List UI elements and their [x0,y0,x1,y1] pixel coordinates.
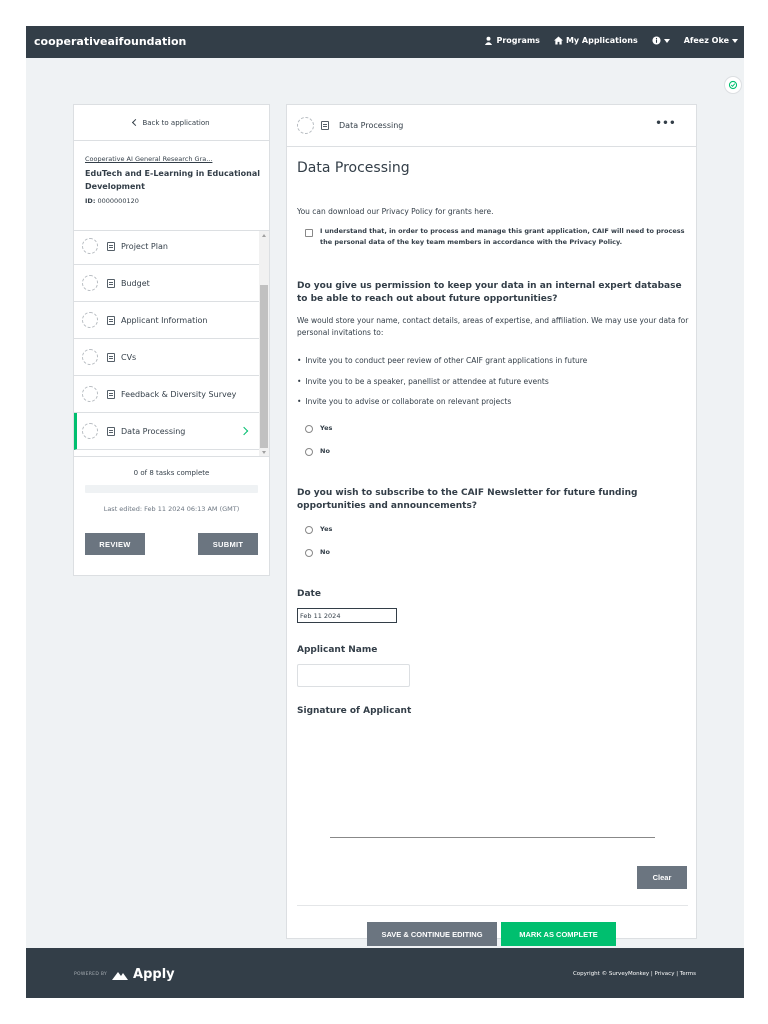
nav-programs-label: Programs [496,36,540,45]
radio-database-yes-label: Yes [320,424,333,432]
progress-text: 0 of 8 tasks complete [133,469,210,477]
radio-database-no-label: No [320,447,330,455]
nav-user-name: Afeez Oke [683,36,729,45]
upload-doc-icon [107,279,115,288]
scrollbar-thumb[interactable] [260,285,268,448]
task-content-panel [286,104,697,939]
task-label: Data Processing [121,426,186,436]
apply-logo-icon [112,969,128,981]
radio-database-no[interactable] [305,448,313,456]
applicant-name-input[interactable] [297,664,410,687]
question-newsletter: Do you wish to subscribe to the CAIF Newsletter for future funding opportunities and announcements? [297,488,638,511]
nav-my-applications[interactable] [554,36,638,45]
task-status-icon [82,349,98,365]
form-doc-icon [107,316,115,325]
application-sidebar [73,104,270,576]
application-info [85,155,261,205]
form-doc-icon [321,121,329,130]
application-id [85,197,261,205]
powered-by-apply[interactable] [74,967,175,982]
task-item-applicant-information[interactable] [74,302,260,339]
task-list [74,230,269,457]
task-label: CVs [121,352,137,362]
task-list-scrollbar[interactable] [259,231,269,457]
programs-icon [484,36,493,45]
save-continue-editing-button[interactable]: SAVE & CONTINUE EDITING [367,922,497,946]
submit-button[interactable]: SUBMIT [198,533,258,555]
nav-items [484,36,738,45]
application-id-label: ID: [85,197,96,205]
chevron-left-icon [132,119,139,126]
clear-signature-button[interactable]: Clear [637,866,687,889]
task-label: Applicant Information [121,315,208,325]
consent-label: I understand that, in order to process and manage this grant application, CAIF will need to process the personal data of the key team members in accordance with the Privacy Policy. [320,227,685,246]
helper-badge-icon[interactable] [724,76,742,94]
task-header [287,105,696,147]
radio-newsletter-no-label: No [320,548,330,556]
applicant-name-label: Applicant Name [297,645,378,655]
task-item-cvs[interactable] [74,339,260,376]
section-title: Data Processing [297,160,410,176]
task-label: Budget [121,278,150,288]
more-options-icon[interactable]: ••• [655,118,676,129]
date-input[interactable] [297,608,397,623]
consent-checkbox[interactable] [305,229,313,237]
privacy-policy-text[interactable]: You can download our Privacy Policy for grants here. [297,207,494,216]
bullet-item: • Invite you to conduct peer review of other CAIF grant applications in future [297,356,587,365]
chevron-down-icon [664,39,670,43]
task-status-icon [82,312,98,328]
footer [26,948,744,998]
signature-line [330,837,655,838]
brand-logo[interactable]: cooperativeaifoundation [34,35,187,48]
task-item-budget[interactable] [74,265,260,302]
application-title: EduTech and E-Learning in Educational Development [85,169,260,191]
signature-label: Signature of Applicant [297,706,412,716]
task-header-title: Data Processing [339,121,404,130]
bullet-item: • Invite you to advise or collaborate on relevant projects [297,397,511,406]
task-status-icon [82,275,98,291]
chevron-down-icon [732,39,738,43]
task-status-icon [82,423,98,439]
back-to-application-link[interactable] [74,105,269,141]
task-label: Feedback & Diversity Survey [121,389,237,399]
task-item-feedback-diversity-survey[interactable] [74,376,260,413]
question-expert-database-description: We would store your name, contact details, areas of expertise, and affiliation. We may use your data for personal invitations to: [297,316,689,337]
nav-my-applications-label: My Applications [565,36,638,45]
divider [297,905,688,906]
bullet-item: • Invite you to be a speaker, panellist or attendee at future events [297,377,549,386]
task-status-icon [82,238,98,254]
nav-user-menu[interactable] [684,36,738,45]
review-button[interactable]: REVIEW [85,533,145,555]
survey-icon [107,390,115,399]
apply-logo-text: Apply [133,967,175,982]
nav-info-menu[interactable] [652,36,670,45]
scroll-up-arrow-icon[interactable] [262,234,266,237]
nav-programs[interactable] [484,36,539,45]
task-label: Project Plan [121,241,168,251]
program-link[interactable]: Cooperative AI General Research Gra... [85,155,213,163]
info-icon [652,36,661,45]
task-status-icon [297,117,314,134]
powered-by-label: POWERED BY [74,972,108,977]
copyright-links[interactable]: Copyright © SurveyMonkey | Privacy | Terms [572,971,696,977]
radio-newsletter-yes[interactable] [305,526,313,534]
application-id-value: 0000000120 [97,197,139,205]
chevron-right-icon [240,427,248,435]
top-navbar [26,26,744,58]
radio-database-yes[interactable] [305,425,313,433]
home-icon [554,36,563,45]
upload-doc-icon [107,242,115,251]
progress-bar [85,485,258,493]
question-expert-database: Do you give us permission to keep your data in an internal expert database to be able to reach out about future opportunities? [297,281,682,304]
mark-as-complete-button[interactable]: MARK AS COMPLETE [501,922,616,946]
scroll-down-arrow-icon[interactable] [262,451,266,454]
task-status-icon [82,386,98,402]
date-label: Date [297,589,321,599]
task-item-data-processing[interactable] [74,413,260,450]
upload-doc-icon [107,353,115,362]
radio-newsletter-yes-label: Yes [320,525,333,533]
signature-pad[interactable] [297,725,688,835]
form-doc-icon [107,427,115,436]
last-edited-text: Last edited: Feb 11 2024 06:13 AM (GMT) [103,505,240,513]
radio-newsletter-no[interactable] [305,549,313,557]
back-to-application-label: Back to application [142,118,210,127]
task-item-project-plan[interactable] [74,230,260,265]
page [26,26,744,998]
